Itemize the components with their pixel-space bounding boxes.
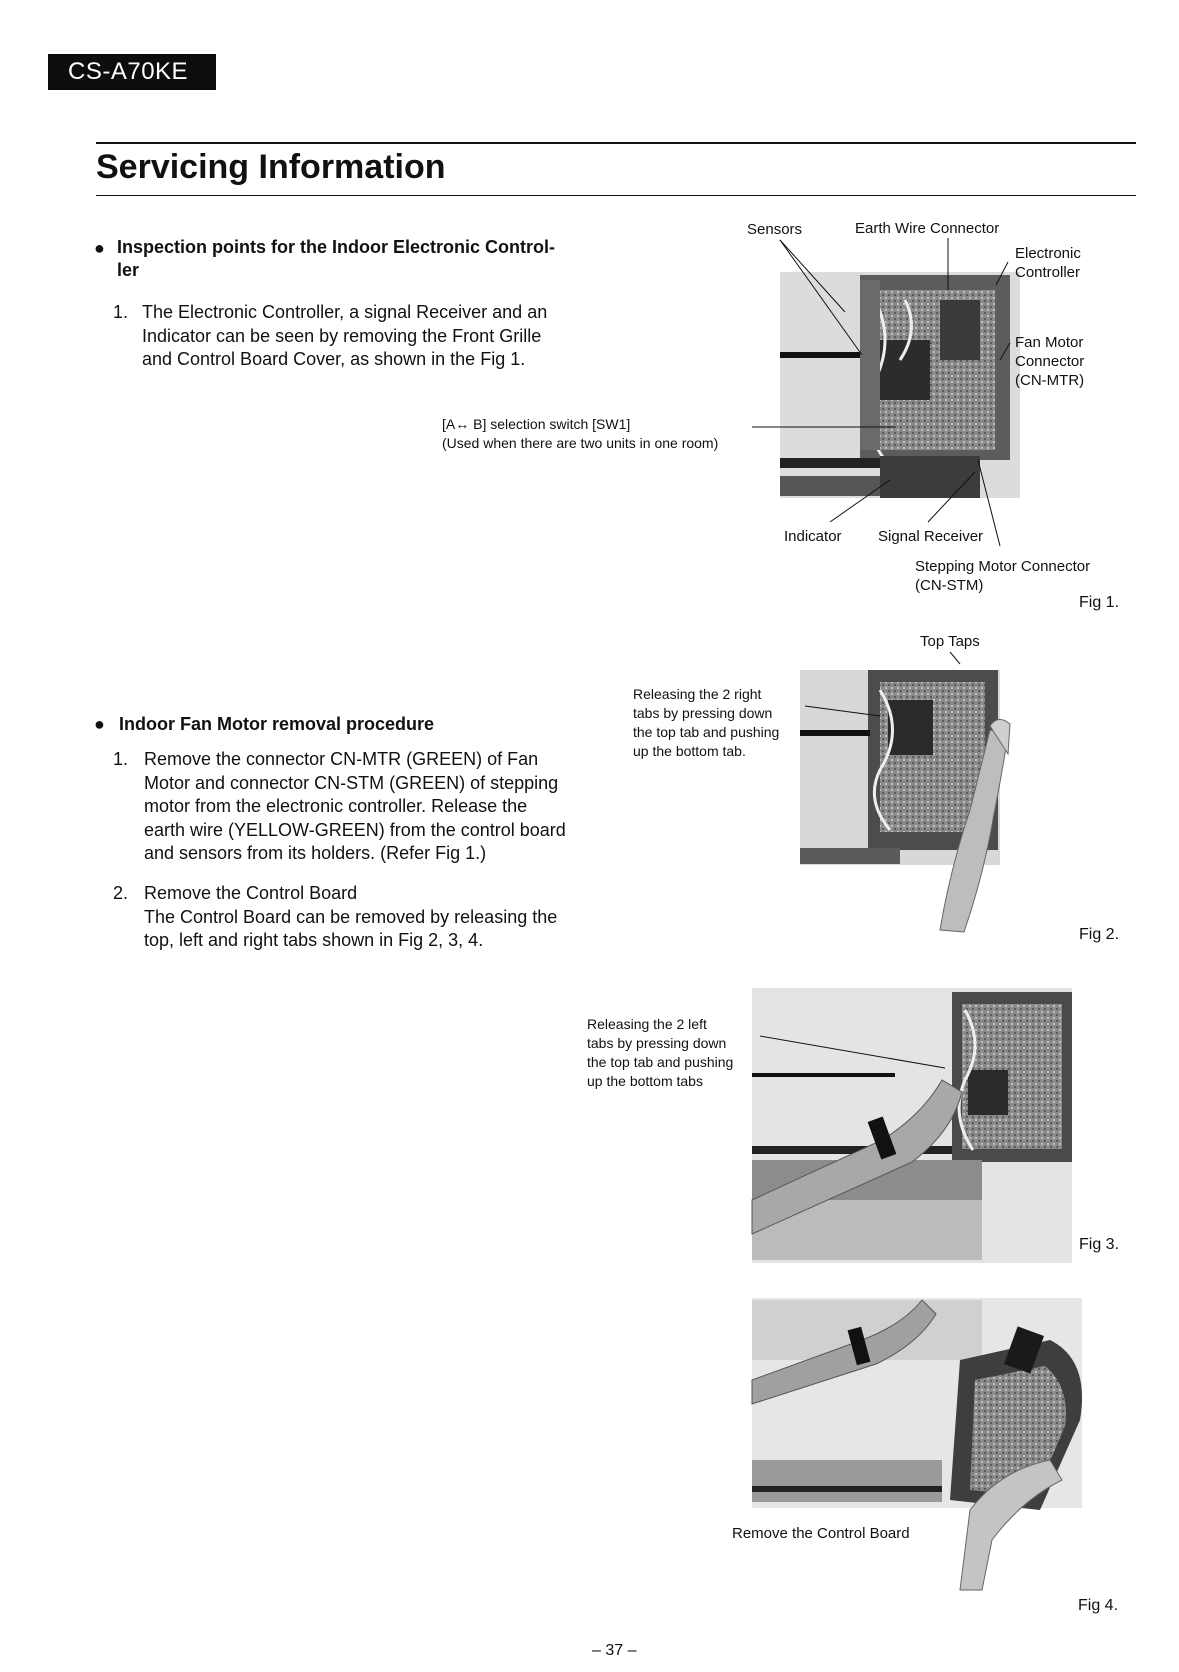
fig1-label-sensors: Sensors bbox=[747, 221, 803, 238]
fig2-photo bbox=[800, 652, 1010, 932]
fig1-label-fan-motor: Fan Motor Connector (CN-MTR) bbox=[1015, 334, 1085, 389]
fig1-label-indicator: Indicator bbox=[784, 528, 842, 545]
fig4-label-remove: Remove the Control Board bbox=[732, 1525, 910, 1542]
fig1-label-stepping-motor: Stepping Motor Connector (CN-STM) bbox=[915, 558, 1091, 594]
page-title: Servicing Information bbox=[96, 148, 446, 186]
fig1-label-signal-receiver: Signal Receiver bbox=[878, 528, 984, 545]
fig2-caption: Fig 2. bbox=[1079, 926, 1120, 943]
section1-item1-text: The Electronic Controller, a signal Receiver and an Indicator can be seen by removing the Front Grille and Control Board Cover, as shown in the Fig 1. bbox=[142, 302, 548, 369]
item-number: 2. bbox=[113, 883, 129, 903]
fig1-caption: Fig 1. bbox=[1079, 594, 1120, 611]
item-number: 1. bbox=[113, 302, 129, 322]
fig4-photo bbox=[752, 1298, 1082, 1590]
fig1-photo bbox=[752, 238, 1020, 546]
bullet-icon: ● bbox=[94, 238, 105, 258]
model-tag: CS-A70KE bbox=[48, 54, 216, 90]
item-number: 1. bbox=[113, 749, 129, 769]
section2-item2-text: Remove the Control Board The Control Board can be removed by releasing the top, left and right tabs shown in Fig 2, 3, 4. bbox=[144, 883, 558, 950]
fig3-photo bbox=[752, 988, 1072, 1263]
section2-item1-text: Remove the connector CN-MTR (GREEN) of Fan Motor and connector CN-STM (GREEN) of stepping motor from the electronic controller. Release the earth wire (YELLOW-GREEN) from the control board and sensors from its holders. (Refer Fig 1.) bbox=[144, 749, 566, 863]
fig3-label-left-tabs: Releasing the 2 left tabs by pressing down the top tab and pushing up the bottom tabs bbox=[587, 1016, 734, 1089]
fig1-label-earth: Earth Wire Connector bbox=[855, 220, 1000, 237]
fig1-label-electronic-controller: Electronic Controller bbox=[1015, 245, 1081, 281]
fig4-caption: Fig 4. bbox=[1078, 1597, 1119, 1614]
fig2-label-right-tabs: Releasing the 2 right tabs by pressing down the top tab and pushing up the bottom tab. bbox=[633, 686, 780, 759]
fig2-label-top-taps: Top Taps bbox=[920, 633, 980, 650]
fig1-label-selection-switch: [A↔ B] selection switch [SW1] (Used when there are two units in one room) bbox=[442, 416, 719, 451]
section2-heading: Indoor Fan Motor removal procedure bbox=[119, 714, 435, 734]
bullet-icon: ● bbox=[94, 714, 105, 734]
fig3-caption: Fig 3. bbox=[1079, 1236, 1120, 1253]
section1-heading: Inspection points for the Indoor Electronic Control- ler bbox=[117, 237, 555, 280]
page-number: – 37 – bbox=[592, 1642, 637, 1659]
